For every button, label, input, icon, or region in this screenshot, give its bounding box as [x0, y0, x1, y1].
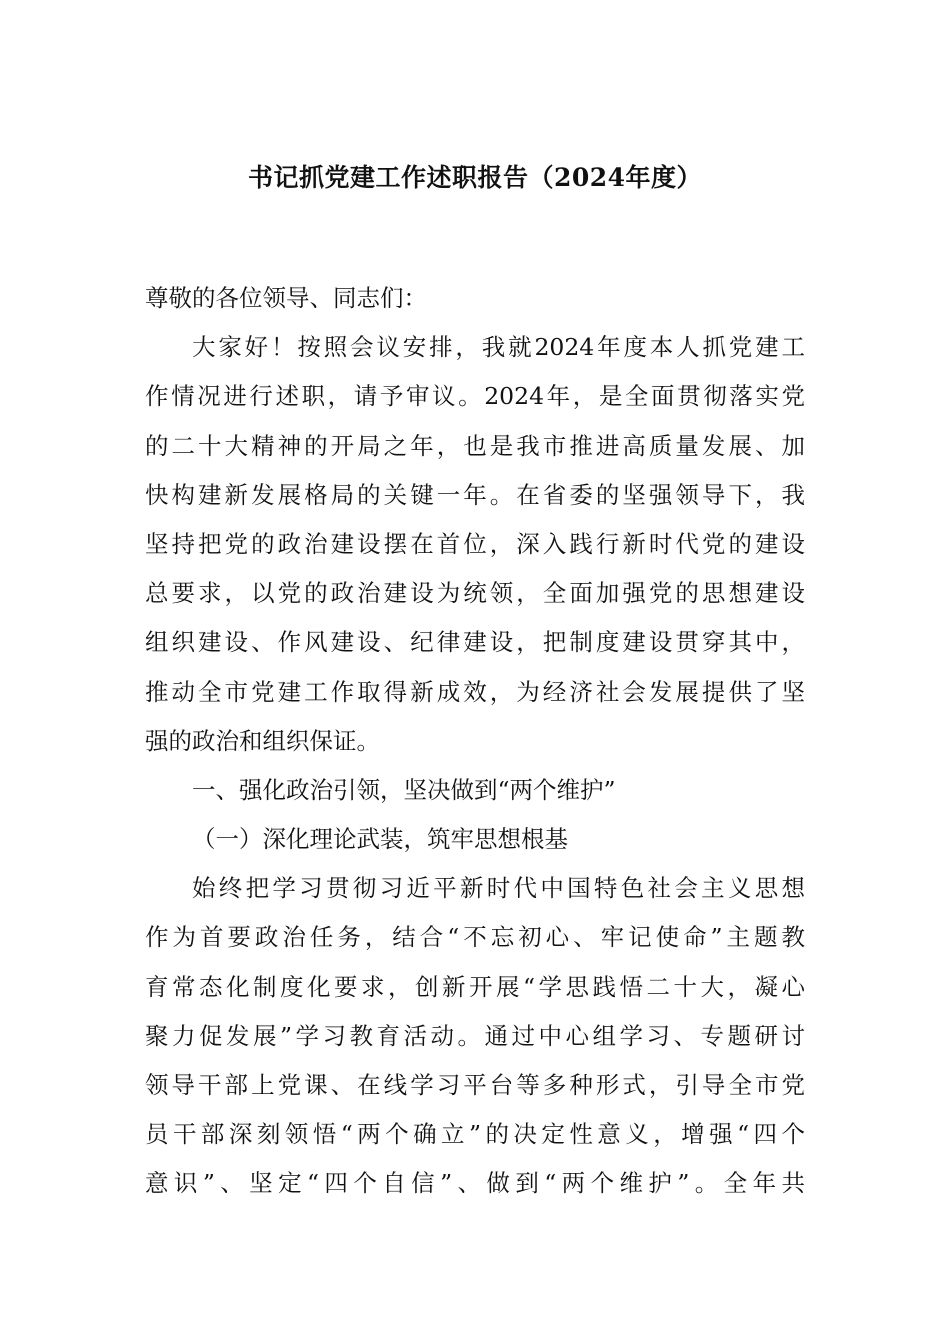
paragraph-line: 始终把学习贯彻习近平新时代中国特色社会主义思想: [192, 874, 805, 903]
paragraph-line: 员干部深刻领悟“两个确立”的决定性意义，增强“四个: [145, 1120, 805, 1149]
paragraph-line: 作为首要政治任务，结合“不忘初心、牢记使命”主题教: [145, 923, 805, 952]
paragraph-line: 大家好！按照会议安排，我就2024年度本人抓党建工: [192, 333, 805, 362]
paragraph-line: 育常态化制度化要求，创新开展“学思践悟二十大，凝心: [145, 972, 805, 1001]
section-subheading: （一）深化理论武装，筑牢思想根基: [192, 825, 568, 854]
paragraph-line: 作情况进行述职，请予审议。2024年，是全面贯彻落实党: [145, 382, 805, 411]
section-heading: 一、强化政治引领，坚决做到“两个维护”: [192, 775, 616, 804]
document-title: 书记抓党建工作述职报告（2024年度）: [247, 163, 703, 192]
paragraph-line: 强的政治和组织保证。: [145, 726, 380, 755]
paragraph-line: 意识”、坚定“四个自信”、做到“两个维护”。全年共: [145, 1169, 805, 1198]
paragraph-line: 组织建设、作风建设、纪律建设，把制度建设贯穿其中，: [145, 628, 805, 657]
paragraph-line: 快构建新发展格局的关键一年。在省委的坚强领导下，我: [145, 480, 805, 509]
document-body: [145, 274, 805, 1209]
paragraph-line: 聚力促发展”学习教育活动。通过中心组学习、专题研讨: [145, 1021, 805, 1050]
paragraph-line: 坚持把党的政治建设摆在首位，深入践行新时代党的建设: [145, 529, 805, 558]
paragraph-line: 推动全市党建工作取得新成效，为经济社会发展提供了坚: [145, 677, 805, 706]
paragraph-line: 领导干部上党课、在线学习平台等多种形式，引导全市党: [145, 1071, 805, 1099]
paragraph-line: 总要求，以党的政治建设为统领，全面加强党的思想建设: [145, 579, 805, 608]
salutation: 尊敬的各位领导、同志们：: [145, 284, 427, 312]
paragraph-line: 的二十大精神的开局之年，也是我市推进高质量发展、加: [145, 431, 805, 460]
